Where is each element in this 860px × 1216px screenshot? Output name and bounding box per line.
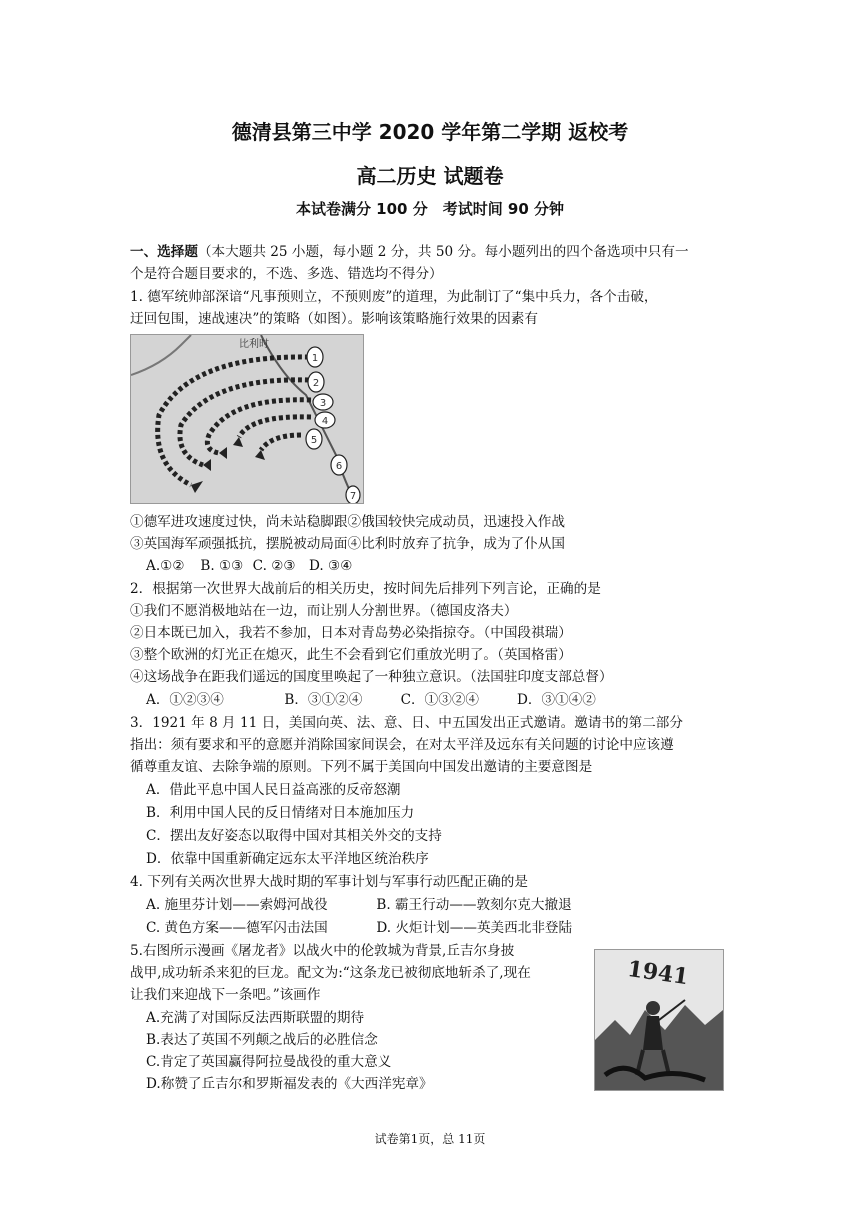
- exam-info: 本试卷满分 100 分 考试时间 90 分钟: [295, 200, 565, 218]
- q5-option-c: C.肯定了英国赢得阿拉曼战役的重大意义: [146, 1054, 392, 1070]
- route-number-1: 1: [311, 353, 319, 364]
- q3-line-3: 循尊重友谊、去除争端的原则。下列不属于美国向中国发出邀请的主要意图是: [130, 759, 593, 775]
- q2-option-d: D．③①④②: [516, 692, 596, 708]
- exam-subtitle: 高二历史 试题卷: [356, 164, 504, 188]
- q5-option-d: D.称赞了丘吉尔和罗斯福发表的《大西洋宪章》: [146, 1076, 433, 1092]
- q2-statement-3: ③整个欧洲的灯光正在熄灭，此生不会看到它们重放光明了。（英国格雷）: [130, 647, 572, 663]
- schlieffen-map: [131, 335, 363, 503]
- q4-option-a: A. 施里芬计划——索姆河战役: [146, 897, 328, 913]
- route-number-6: 6: [335, 461, 343, 472]
- exam-title: 德清县第三中学 2020 学年第二学期 返校考: [231, 120, 629, 144]
- q4-options-row-1: [146, 895, 572, 915]
- q5-cartoon-figure: [594, 949, 724, 1091]
- q1-map-figure: [130, 334, 364, 504]
- q4-option-c: C. 黄色方案——德军闪击法国: [146, 920, 328, 936]
- q2-statement-2: ②日本既已加入，我若不参加，日本对青岛势必染指掠夺。（中国段祺瑞）: [130, 625, 572, 641]
- section-intro: [130, 242, 689, 262]
- page-footer: 试卷第1页，总 11页: [374, 1132, 486, 1146]
- q2-option-b: B．③①②④: [284, 692, 363, 708]
- q4-option-b: B. 霸王行动——敦刻尔克大撤退: [376, 897, 572, 913]
- cartoon-figure-head: [646, 1001, 660, 1015]
- q2-option-a: A．①②③④: [146, 692, 224, 708]
- section-heading: 一、选择题: [130, 244, 198, 260]
- route-number-4: 4: [321, 416, 329, 427]
- q1-option-d: D. ③④: [308, 558, 353, 574]
- dragon-slayer-cartoon: [595, 950, 723, 1090]
- q5-line-1: 5.右图所示漫画《屠龙者》以战火中的伦敦城为背景,丘吉尔身披: [130, 943, 515, 959]
- q1-options: [146, 556, 365, 576]
- q1-statement-1: ①德军进攻速度过快，尚未站稳脚跟②俄国较快完成动员，迅速投入作战: [130, 514, 565, 530]
- q3-option-d: D．依靠中国重新确定远东太平洋地区统治秩序: [146, 851, 429, 867]
- section-desc-2: 个是符合题目要求的，不选、多选、错选均不得分）: [130, 266, 443, 282]
- q5-option-b: B.表达了英国不列颠之战后的必胜信念: [146, 1032, 378, 1048]
- q5-line-2: 战甲,成功斩杀来犯的巨龙。配文为:“这条龙已被彻底地斩杀了,现在: [130, 965, 531, 981]
- route-number-2: 2: [312, 378, 320, 389]
- q5-option-a: A.充满了对国际反法西斯联盟的期待: [146, 1010, 365, 1026]
- q4-option-d: D. 火炬计划——英美西北非登陆: [376, 920, 573, 936]
- q1-option-c: C. ②③: [252, 558, 296, 574]
- q1-statement-2: ③英国海军顽强抵抗，摆脱被动局面④比利时放弃了抗争，成为了仆从国: [130, 536, 565, 552]
- q1-line-1: 1. 德军统帅部深谙“凡事预则立，不预则废”的道理，为此制订了“集中兵力，各个击破，: [130, 289, 658, 305]
- q2-stem: 2．根据第一次世界大战前后的相关历史，按时间先后排列下列言论，正确的是: [130, 581, 601, 597]
- q2-options: [146, 690, 596, 710]
- section-desc-1: （本大题共 25 小题，每小题 2 分，共 50 分。每小题列出的四个备选项中只有一: [197, 244, 689, 260]
- q3-line-1: 3．1921 年 8 月 11 日，美国向英、法、意、日、中五国发出正式邀请。邀请书的第二部分: [130, 715, 683, 731]
- q4-options-row-2: [146, 918, 572, 938]
- q3-option-b: B．利用中国人民的反日情绪对日本施加压力: [146, 805, 415, 821]
- q4-stem: 4. 下列有关两次世界大战时期的军事计划与军事行动匹配正确的是: [130, 874, 528, 890]
- route-number-5: 5: [310, 435, 318, 446]
- cartoon-year-text: 1941: [625, 955, 691, 991]
- q1-option-b: B. ①③: [200, 558, 244, 574]
- route-number-3: 3: [319, 398, 327, 409]
- q2-statement-4: ④这场战争在距我们遥远的国度里唤起了一种独立意识。（法国驻印度支部总督）: [130, 669, 613, 685]
- q5-line-3: 让我们来迎战下一条吧。”该画作: [130, 987, 321, 1003]
- q3-line-2: 指出：须有要求和平的意愿并消除国家间误会，在对太平洋及远东有关问题的讨论中应该遵: [130, 737, 674, 753]
- q1-line-2: 迂回包围，速战速决”的策略（如图）。影响该策略施行效果的因素有: [130, 311, 538, 327]
- q3-option-a: A．借此平息中国人民日益高涨的反帝怒潮: [146, 782, 401, 798]
- map-label-belgium: 比利时: [239, 339, 269, 350]
- route-number-7: 7: [349, 491, 357, 502]
- q2-option-c: C．①③②④: [400, 692, 480, 708]
- q1-option-a: A.①②: [146, 558, 185, 574]
- q2-statement-1: ①我们不愿消极地站在一边，而让别人分割世界。（德国皮洛夫）: [130, 603, 518, 619]
- q3-option-c: C．摆出友好姿态以取得中国对其相关外交的支持: [146, 828, 442, 844]
